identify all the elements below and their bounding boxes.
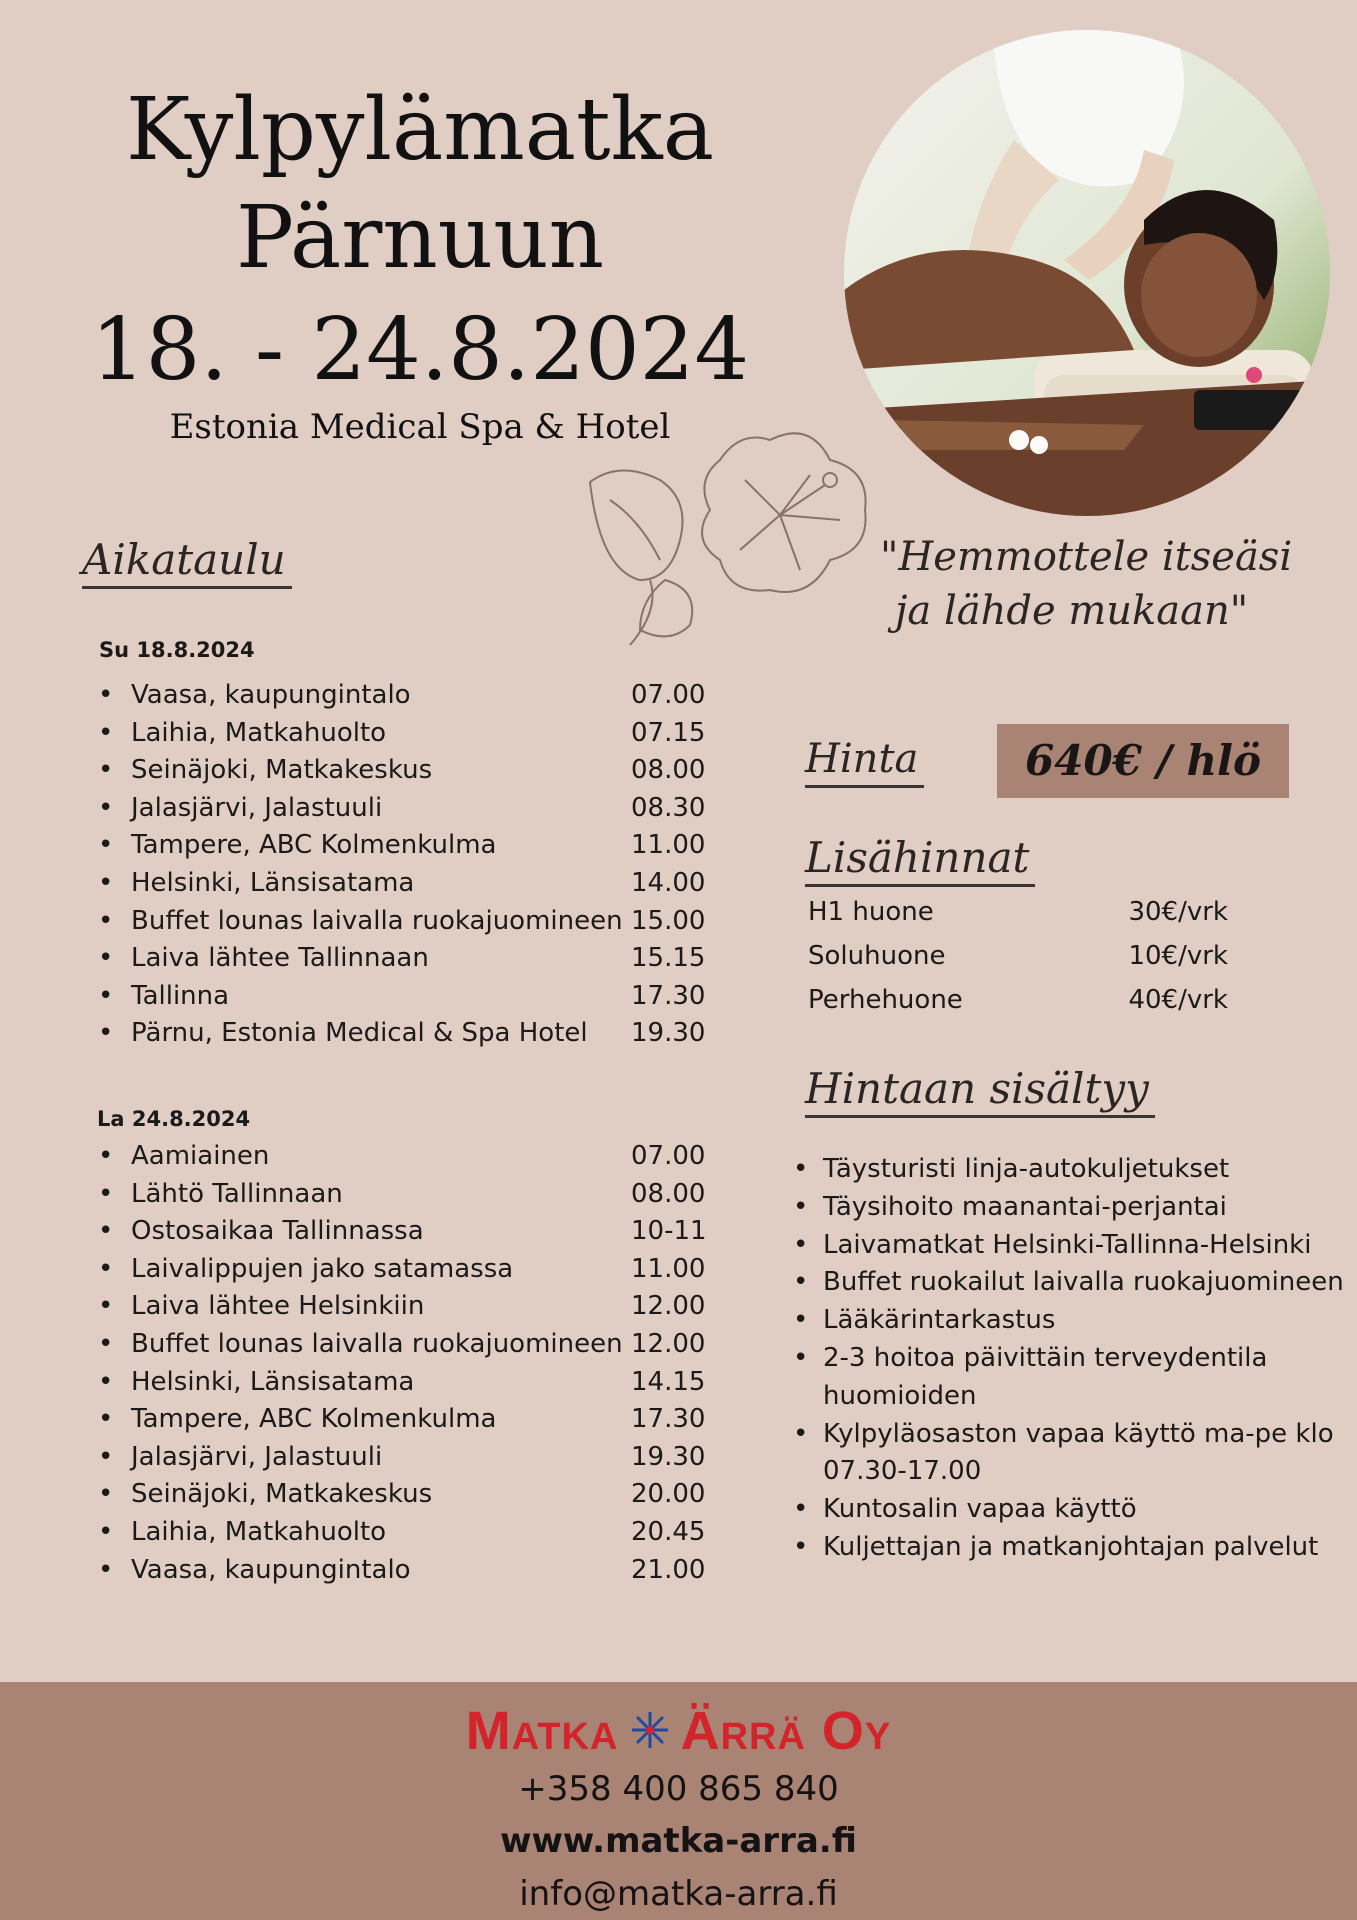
schedule-time: 11.00 [631, 1253, 706, 1284]
schedule-time: 15.15 [631, 943, 706, 974]
schedule-time: 20.45 [631, 1516, 706, 1547]
phone-number: +358 400 865 840 [518, 1769, 839, 1809]
schedule-item [98, 752, 738, 790]
schedule-item [98, 1176, 738, 1214]
included-item: • Täysturisti linja-autokuljetukset [793, 1151, 1353, 1189]
schedule-item [98, 1439, 738, 1477]
schedule-time: 11.00 [631, 830, 706, 861]
schedule-item [98, 978, 738, 1016]
schedule-item [98, 1552, 738, 1590]
schedule-item [98, 827, 738, 865]
schedule-item [98, 1251, 738, 1289]
schedule-place: Laivalippujen jako satamassa [131, 1253, 514, 1284]
trip-dates: 18. - 24.8.2024 [90, 300, 750, 400]
schedule-item [98, 1401, 738, 1439]
included-item: • 2-3 hoitoa päivittäin terveydentila huomioiden [793, 1340, 1353, 1416]
schedule-item [98, 715, 738, 753]
title-line-1: Kylpylämatka [125, 80, 715, 180]
schedule-place: Aamiainen [131, 1141, 270, 1171]
schedule-place: Laiva lähtee Tallinnaan [131, 943, 429, 974]
email-link[interactable]: info@matka-arra.fi [519, 1874, 838, 1914]
footer [0, 1682, 1357, 1920]
schedule-place: Seinäjoki, Matkakeskus [131, 755, 433, 786]
included-item: • Kuljettajan ja matkanjohtajan palvelut [793, 1529, 1353, 1567]
slogan [880, 530, 1340, 638]
company-logo [0, 1696, 1357, 1766]
schedule-time: 19.30 [631, 1441, 706, 1472]
day1-schedule [98, 677, 738, 1053]
schedule-place: Seinäjoki, Matkakeskus [131, 1479, 433, 1510]
schedule-place: Pärnu, Estonia Medical & Spa Hotel [131, 1018, 588, 1049]
extras-price: 40€/vrk [1128, 985, 1228, 1015]
schedule-place: Laihia, Matkahuolto [131, 717, 387, 748]
logo-text-2: Ärrä Oy [680, 1701, 892, 1761]
schedule-time: 07.00 [631, 680, 706, 710]
schedule-place: Helsinki, Länsisatama [131, 867, 415, 898]
extras-name: Soluhuone [808, 941, 946, 971]
schedule-item [98, 677, 738, 715]
schedule-time: 17.30 [631, 980, 706, 1011]
schedule-time: 19.30 [631, 1018, 706, 1049]
flower-icon [580, 420, 880, 650]
schedule-time: 10-11 [631, 1216, 707, 1247]
schedule-time: 14.15 [631, 1366, 706, 1397]
massage-photo [844, 30, 1330, 516]
logo-text-1: Matka [465, 1701, 619, 1761]
schedule-item [98, 1514, 738, 1552]
schedule-place: Vaasa, kaupungintalo [131, 680, 411, 710]
schedule-place: Jalasjärvi, Jalastuuli [131, 1441, 383, 1472]
schedule-time: 17.30 [631, 1404, 706, 1435]
schedule-time: 15.00 [631, 905, 706, 936]
extras-price: 10€/vrk [1128, 941, 1228, 971]
schedule-time: 07.15 [631, 717, 706, 748]
included-item: • Kylpyläosaston vapaa käyttö ma-pe klo 07.30-17.00 [793, 1416, 1353, 1492]
schedule-item [98, 1138, 738, 1176]
schedule-time: 12.00 [631, 1291, 706, 1322]
schedule-item [98, 790, 738, 828]
day1-date: Su 18.8.2024 [99, 638, 255, 662]
included-list [793, 1151, 1353, 1567]
included-heading: Hintaan sisältyy [805, 1063, 1155, 1118]
price-badge: 640€ / hlö [997, 724, 1289, 798]
website-link[interactable]: www.matka-arra.fi [500, 1821, 857, 1861]
schedule-item [98, 865, 738, 903]
schedule-time: 08.00 [631, 755, 706, 786]
included-item: • Buffet ruokailut laivalla ruokajuomineen [793, 1264, 1353, 1302]
schedule-item [98, 1288, 738, 1326]
extras-row [808, 978, 1228, 1022]
schedule-place: Lähtö Tallinnaan [131, 1178, 343, 1209]
schedule-place: Helsinki, Länsisatama [131, 1366, 415, 1397]
slogan-line-2: ja lähde mukaan" [895, 588, 1249, 634]
schedule-item [98, 903, 738, 941]
schedule-place: Tallinna [131, 980, 230, 1011]
schedule-item [98, 940, 738, 978]
schedule-item [98, 1015, 738, 1053]
schedule-time: 14.00 [631, 867, 706, 898]
schedule-place: Laihia, Matkahuolto [131, 1516, 387, 1547]
venue-name: Estonia Medical Spa & Hotel [169, 407, 671, 447]
extras-price: 30€/vrk [1128, 897, 1228, 927]
schedule-time: 12.00 [631, 1328, 706, 1359]
extras-row [808, 890, 1228, 934]
schedule-place: Ostosaikaa Tallinnassa [131, 1216, 424, 1247]
schedule-time: 07.00 [631, 1141, 706, 1171]
schedule-time: 08.00 [631, 1178, 706, 1209]
schedule-item [98, 1476, 738, 1514]
slogan-line-1: "Hemmottele itseäsi [880, 534, 1293, 580]
schedule-item [98, 1364, 738, 1402]
included-item: • Lääkärintarkastus [793, 1302, 1353, 1340]
schedule-item [98, 1326, 738, 1364]
extras-name: Perhehuone [808, 985, 963, 1015]
extras-name: H1 huone [808, 897, 934, 927]
schedule-time: 21.00 [631, 1554, 706, 1585]
schedule-place: Tampere, ABC Kolmenkulma [131, 1404, 497, 1435]
extras-heading: Lisähinnat [805, 832, 1035, 887]
included-item: • Laivamatkat Helsinki-Tallinna-Helsinki [793, 1227, 1353, 1265]
day2-date: La 24.8.2024 [97, 1107, 251, 1131]
included-item: • Kuntosalin vapaa käyttö [793, 1491, 1353, 1529]
included-item: • Täysihoito maanantai-perjantai [793, 1189, 1353, 1227]
day2-schedule [98, 1138, 738, 1589]
extras-row [808, 934, 1228, 978]
schedule-time: 20.00 [631, 1479, 706, 1510]
schedule-item [98, 1213, 738, 1251]
schedule-place: Jalasjärvi, Jalastuuli [131, 792, 383, 823]
schedule-place: Tampere, ABC Kolmenkulma [131, 830, 497, 861]
schedule-heading: Aikataulu [82, 534, 292, 589]
title-line-2: Pärnuun [236, 188, 604, 288]
price-heading: Hinta [805, 733, 924, 788]
schedule-place: Buffet lounas laivalla ruokajuomineen [131, 905, 623, 936]
schedule-time: 08.30 [631, 792, 706, 823]
extras-list [808, 890, 1228, 1022]
schedule-place: Laiva lähtee Helsinkiin [131, 1291, 425, 1322]
schedule-place: Vaasa, kaupungintalo [131, 1554, 411, 1585]
schedule-place: Buffet lounas laivalla ruokajuomineen [131, 1328, 623, 1359]
